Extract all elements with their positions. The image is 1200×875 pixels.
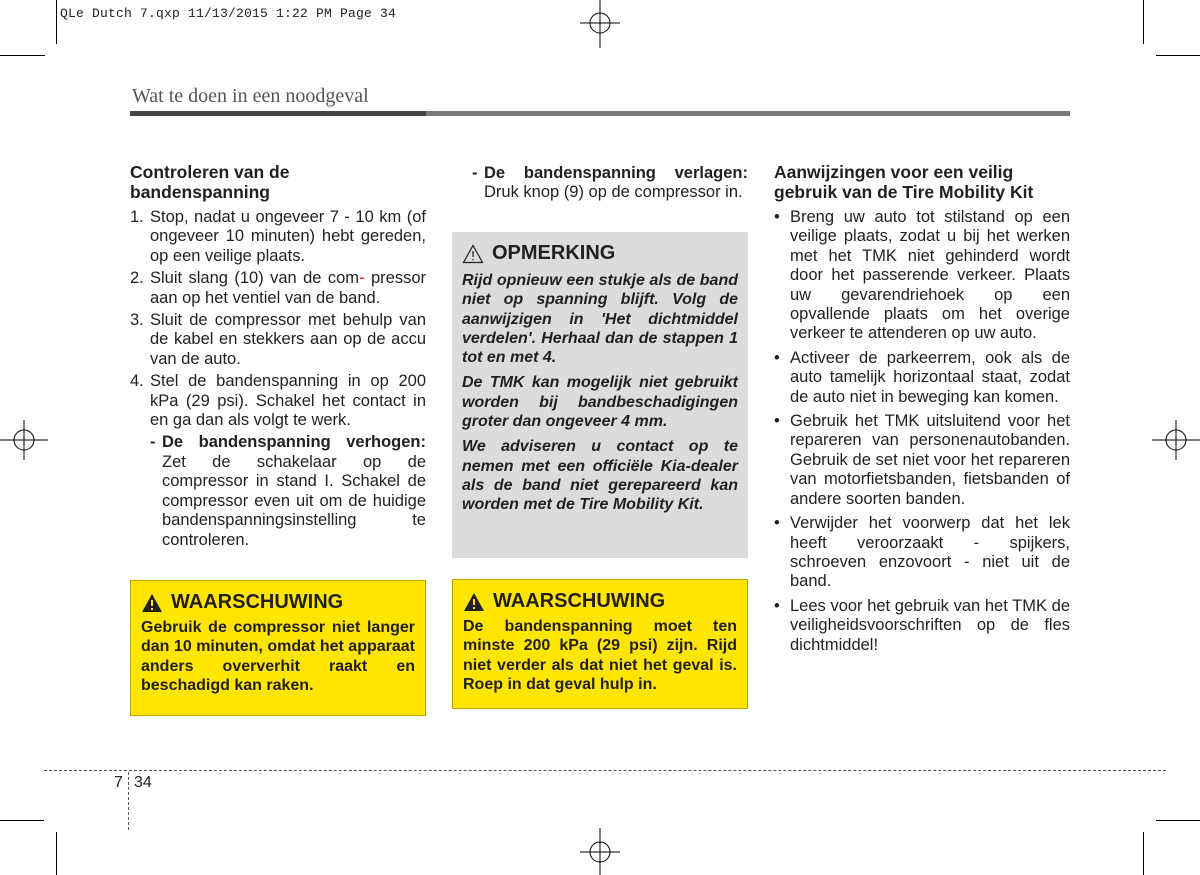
bullet-marker: •	[774, 596, 780, 615]
bullet-item	[774, 412, 1070, 509]
bullet-marker: •	[774, 514, 780, 533]
bullet-text: Breng uw auto tot stilstand op een veilige plaats, zodat u bij het werken met het TMK niet gehinderd wordt door het passerende verkeer. Plaats uw gevarendriehoek op een opvallende plaats om het overige verkeer te attenderen op uw auto.	[790, 208, 1070, 343]
step-text: Sluit slang (10) van de com- pressor aan op het ventiel van de band.	[150, 269, 427, 307]
header-rule-accent	[130, 111, 426, 116]
note-paragraph: Rijd opnieuw een stukje als de band niet op spanning blijft. Volg de aanwijzigen in 'Het dichtmiddel verdelen'. Herhaal dan de stappen 1 tot en met 4.	[462, 272, 738, 367]
sub-step-text: De bandenspanning verlagen: Druk knop (9) op de compressor in.	[484, 164, 748, 202]
note-paragraph: We adviseren u contact op te nemen met een officiële Kia-dealer als de band niet gerepareerd kan worden met de Tire Mobility Kit.	[462, 438, 738, 514]
step-text: Sluit de compressor met behulp van de kabel en stekkers aan op de accu van de auto.	[150, 311, 426, 368]
column-left	[130, 162, 426, 550]
step-number: 2.	[130, 269, 144, 288]
step-item	[130, 269, 426, 308]
step-text: Stel de bandenspanning in op 200 kPa (29 psi). Schakel het contact in en ga dan als volgt te werk.	[150, 372, 426, 430]
registration-mark-top-icon	[570, 0, 630, 50]
sub-step-dash: -	[472, 164, 478, 182]
section-heading: Aanwijzingen voor een veilig gebruik van de Tire Mobility Kit	[774, 162, 1034, 202]
registration-mark-left-icon	[0, 410, 50, 470]
warning-title: WAARSCHUWING	[463, 590, 737, 613]
footer-rule	[44, 770, 1166, 771]
warning-triangle-icon	[463, 592, 485, 612]
bullet-text: Activeer de parkeerrem, ook als de auto tamelijk horizontaal staat, zodat de auto niet in beweging kan komen.	[790, 348, 1070, 406]
bullet-marker: •	[774, 208, 780, 226]
bullet-item	[774, 514, 1070, 592]
step-number: 1.	[130, 208, 144, 226]
section-header-title: Wat te doen in een noodgeval	[132, 85, 369, 107]
registration-mark-right-icon	[1150, 410, 1200, 470]
warning-text: De bandenspanning moet ten minste 200 kPa (29 psi) zijn. Rijd niet verder als dat niet het geval is. Roep in dat geval hulp in.	[463, 618, 737, 693]
registration-mark-bottom-icon	[570, 828, 630, 875]
step-item	[130, 311, 426, 369]
bullet-item	[774, 208, 1070, 344]
bullet-marker: •	[774, 348, 780, 367]
step-text: Stop, nadat u ongeveer 7 - 10 km (of ongeveer 10 minuten) hebt gereden, op een veilige plaats.	[150, 208, 426, 265]
bullet-text: Lees voor het gebruik van het TMK de veiligheidsvoorschriften op de fles dichtmiddel!	[790, 596, 1070, 654]
sub-step-dash: -	[150, 433, 156, 452]
bullet-item	[774, 349, 1070, 407]
sub-step	[472, 164, 748, 203]
column-right	[774, 162, 1070, 660]
step-number: 4.	[130, 372, 144, 391]
chapter-number: 7	[114, 774, 123, 791]
bullet-item	[774, 597, 1070, 655]
note-title: OPMERKING	[462, 242, 738, 265]
sub-step	[150, 433, 426, 549]
bullet-text: Verwijder het voorwerp dat het lek heeft veroorzaakt - spijkers, schroeven enzovoort - niet uit de band.	[790, 514, 1070, 591]
step-item	[130, 372, 426, 430]
bullet-text: Gebruik het TMK uitsluitend voor het repareren van personenautobanden. Gebruik de set niet voor het repareren van motorfietsbanden, fietsbanden of andere soorten banden.	[790, 412, 1070, 508]
note-paragraph: De TMK kan mogelijk niet gebruikt worden bij bandbeschadigingen groter dan ongeveer 4 mm.	[462, 374, 738, 431]
section-heading: Controleren van de bandenspanning	[130, 162, 290, 202]
step-item	[130, 208, 426, 266]
warning-triangle-icon	[141, 593, 163, 613]
sub-step-text: De bandenspanning verhogen: Zet de schakelaar op de compressor in stand I. Schakel de compressor even uit om de huidige bandenspanningsinstelling te controleren.	[162, 433, 426, 549]
warning-box	[452, 579, 748, 709]
print-slug: QLe Dutch 7.qxp 11/13/2015 1:22 PM Page 34	[60, 6, 397, 21]
caution-outline-icon	[462, 244, 484, 264]
warning-text: Gebruik de compressor niet langer dan 10 minuten, omdat het apparaat anders oververhit raakt en beschadigd kan raken.	[141, 619, 415, 694]
column-middle	[452, 162, 748, 203]
bullet-marker: •	[774, 412, 780, 431]
note-box	[452, 232, 748, 558]
step-number: 3.	[130, 311, 144, 330]
page-number: 34	[134, 774, 152, 791]
page-number-separator	[128, 772, 129, 830]
warning-title: WAARSCHUWING	[141, 591, 415, 614]
warning-box	[130, 580, 426, 716]
